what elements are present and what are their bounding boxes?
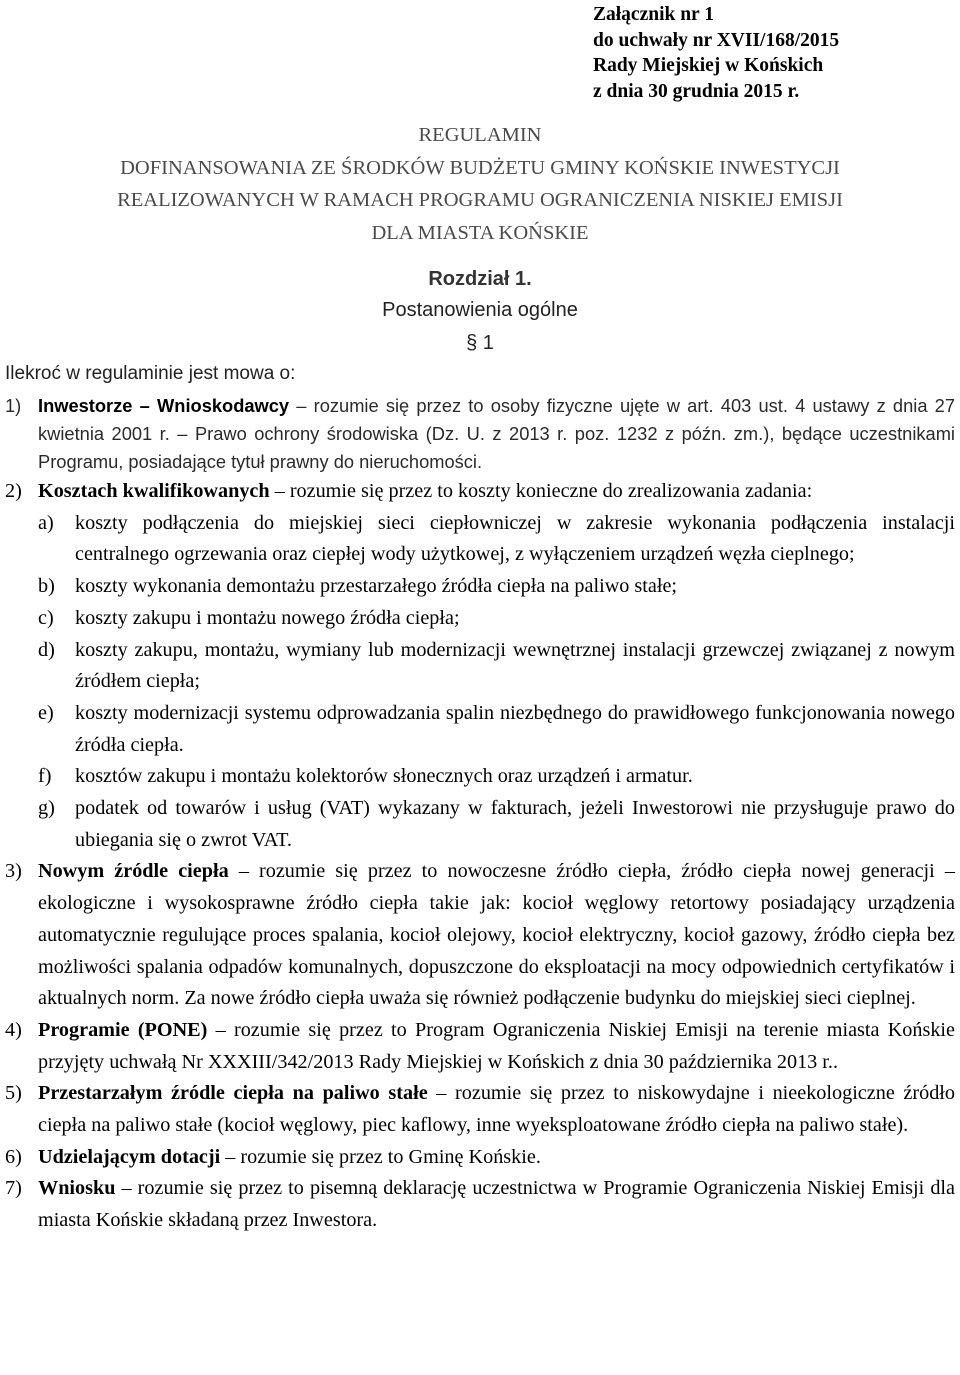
item-number: 7) <box>5 1177 22 1200</box>
item-number: 1) <box>5 395 22 416</box>
subitem-letter: b) <box>38 575 55 598</box>
item-term: Przestarzałym źródle ciepła na paliwo stałe <box>38 1082 428 1105</box>
title-line-4: DLA MIASTA KOŃSKIE <box>371 221 589 244</box>
chapter-subtitle: Postanowienia ogólne <box>382 299 578 321</box>
definition-item-6 <box>5 1142 955 1174</box>
subitem-letter: c) <box>38 606 54 629</box>
subitem-text: koszty zakupu i montażu nowego źródła ciepła; <box>75 606 460 629</box>
subitem-letter: g) <box>38 797 55 820</box>
annex-resolution: do uchwały nr XVII/168/2015 <box>593 29 840 51</box>
subitem-text: koszty zakupu, montażu, wymiany lub modernizacji wewnętrznej instalacji grzewczej związanej z nowym źródłem ciepła; <box>75 638 955 693</box>
subitem-text: koszty modernizacji systemu odprowadzania spalin niezbędnego do prawidłowego funkcjonowania nowego źródła ciepła. <box>75 701 955 756</box>
chapter-heading: Rozdział 1. <box>428 268 532 290</box>
item-term: Wniosku <box>38 1177 116 1200</box>
item-text: – rozumie się przez to Program Ograniczenia Niskiej Emisji na terenie miasta Końskie przyjęty uchwałą Nr XXXIII/342/2013 Rady Miejskiej w Końskich z dnia 30 października 2013 r.. <box>38 1018 956 1073</box>
item-text: – rozumie się przez to pisemną deklarację uczestnictwa w Programie Ograniczenia Niskiej Emisji dla miasta Końskie składaną przez Inwestora. <box>38 1177 955 1232</box>
annex-header <box>593 2 839 104</box>
subitem-a <box>5 508 955 571</box>
subitem-g <box>5 793 955 856</box>
item-text: – rozumie się przez to Gminę Końskie. <box>220 1145 541 1168</box>
title-line-1: REGULAMIN <box>418 124 542 146</box>
title-line-2: DOFINANSOWANIA ZE ŚRODKÓW BUDŻETU GMINY KOŃSKIE INWESTYCJI <box>120 156 840 179</box>
item-text: – rozumie się przez to koszty konieczne do zrealizowania zadania: <box>269 480 813 502</box>
subitem-text: kosztów zakupu i montażu kolektorów słonecznych oraz urządzeń i armatur. <box>75 765 693 788</box>
item-number: 6) <box>5 1145 22 1168</box>
subitem-b <box>5 571 955 603</box>
paragraph-number: § 1 <box>466 332 494 354</box>
definition-item-7 <box>5 1173 955 1236</box>
annex-council: Rady Miejskiej w Końskich <box>593 55 824 76</box>
subitem-d <box>5 635 955 698</box>
item-number: 2) <box>5 480 22 502</box>
subitem-text: podatek od towarów i usług (VAT) wykazany w fakturach, jeżeli Inwestorowi nie przysługuje prawo do ubiegania się o zwrot VAT. <box>75 797 955 851</box>
subitem-letter: e) <box>38 701 54 724</box>
item-number: 4) <box>5 1018 22 1041</box>
item-term: Programie (PONE) <box>38 1018 208 1041</box>
document-title <box>0 119 960 249</box>
item-text: – rozumie się przez to niskowydajne i nieekologiczne źródło ciepła na paliwo stałe (kocioł węglowy, piec kaflowy, inne wyeksploatowane źródło ciepła na paliwo stałe). <box>38 1082 955 1137</box>
subitem-e <box>5 698 955 761</box>
title-line-3: REALIZOWANYCH W RAMACH PROGRAMU OGRANICZENIA NISKIEJ EMISJI <box>117 189 843 211</box>
subitem-text: koszty wykonania demontażu przestarzałego źródła ciepła na paliwo stałe; <box>75 575 678 598</box>
subitem-c <box>5 603 955 635</box>
subitem-letter: d) <box>38 638 55 661</box>
definitions-list <box>5 392 955 1237</box>
item-number: 3) <box>5 860 22 883</box>
item-term: Udzielającym dotacji <box>38 1145 221 1168</box>
item-text: – rozumie się przez to osoby fizyczne ujęte w art. 403 ust. 4 ustawy z dnia 27 kwietnia 2001 r. – Prawo ochrony środowiska (Dz. U. z 2013 r. poz. 1232 z późn. zm.), będące uczestnikami Programu, posiadające tytuł prawny do nieruchomości. <box>38 395 956 472</box>
subitem-letter: f) <box>38 765 52 788</box>
item-term: Nowym źródle ciepła <box>38 860 229 883</box>
subitem-letter: a) <box>38 511 54 534</box>
item-term: Kosztach kwalifikowanych <box>38 480 270 502</box>
definition-item-2 <box>5 476 955 508</box>
subitem-text: koszty podłączenia do miejskiej sieci ciepłowniczej w zakresie wykonania podłączenia instalacji centralnego ogrzewania oraz ciepłej wody użytkowej, z wyłączeniem urządzeń węzła cieplnego; <box>75 511 955 566</box>
item-term: Inwestorze – Wnioskodawcy <box>38 395 290 416</box>
subitem-f <box>5 761 955 793</box>
definition-item-1 <box>5 392 955 476</box>
item-number: 5) <box>5 1082 22 1105</box>
annex-number: Załącznik nr 1 <box>593 4 714 25</box>
definition-item-5 <box>5 1078 955 1141</box>
intro-text: Ilekroć w regulaminie jest mowa o: <box>5 363 296 384</box>
item-text: – rozumie się przez to nowoczesne źródło ciepła, źródło ciepła nowej generacji – ekologiczne i wysokosprawne źródło ciepła takie jak: kocioł węglowy retortowy posiadający urządzenia automatycznie regulujące proces spalania, kocioł olejowy, kocioł elektryczny, kocioł gazowy, źródło ciepła bez możliwości spalania odpadów komunalnych, dopuszczone do eksploatacji na mocy odpowiednich certyfikatów i aktualnych norm. Za nowe źródło ciepła uważa się również podłączenie budynku do miejskiej sieci cieplnej. <box>38 860 955 1010</box>
definition-item-4 <box>5 1015 955 1078</box>
definition-item-3 <box>5 856 955 1015</box>
annex-date: z dnia 30 grudnia 2015 r. <box>593 80 800 102</box>
